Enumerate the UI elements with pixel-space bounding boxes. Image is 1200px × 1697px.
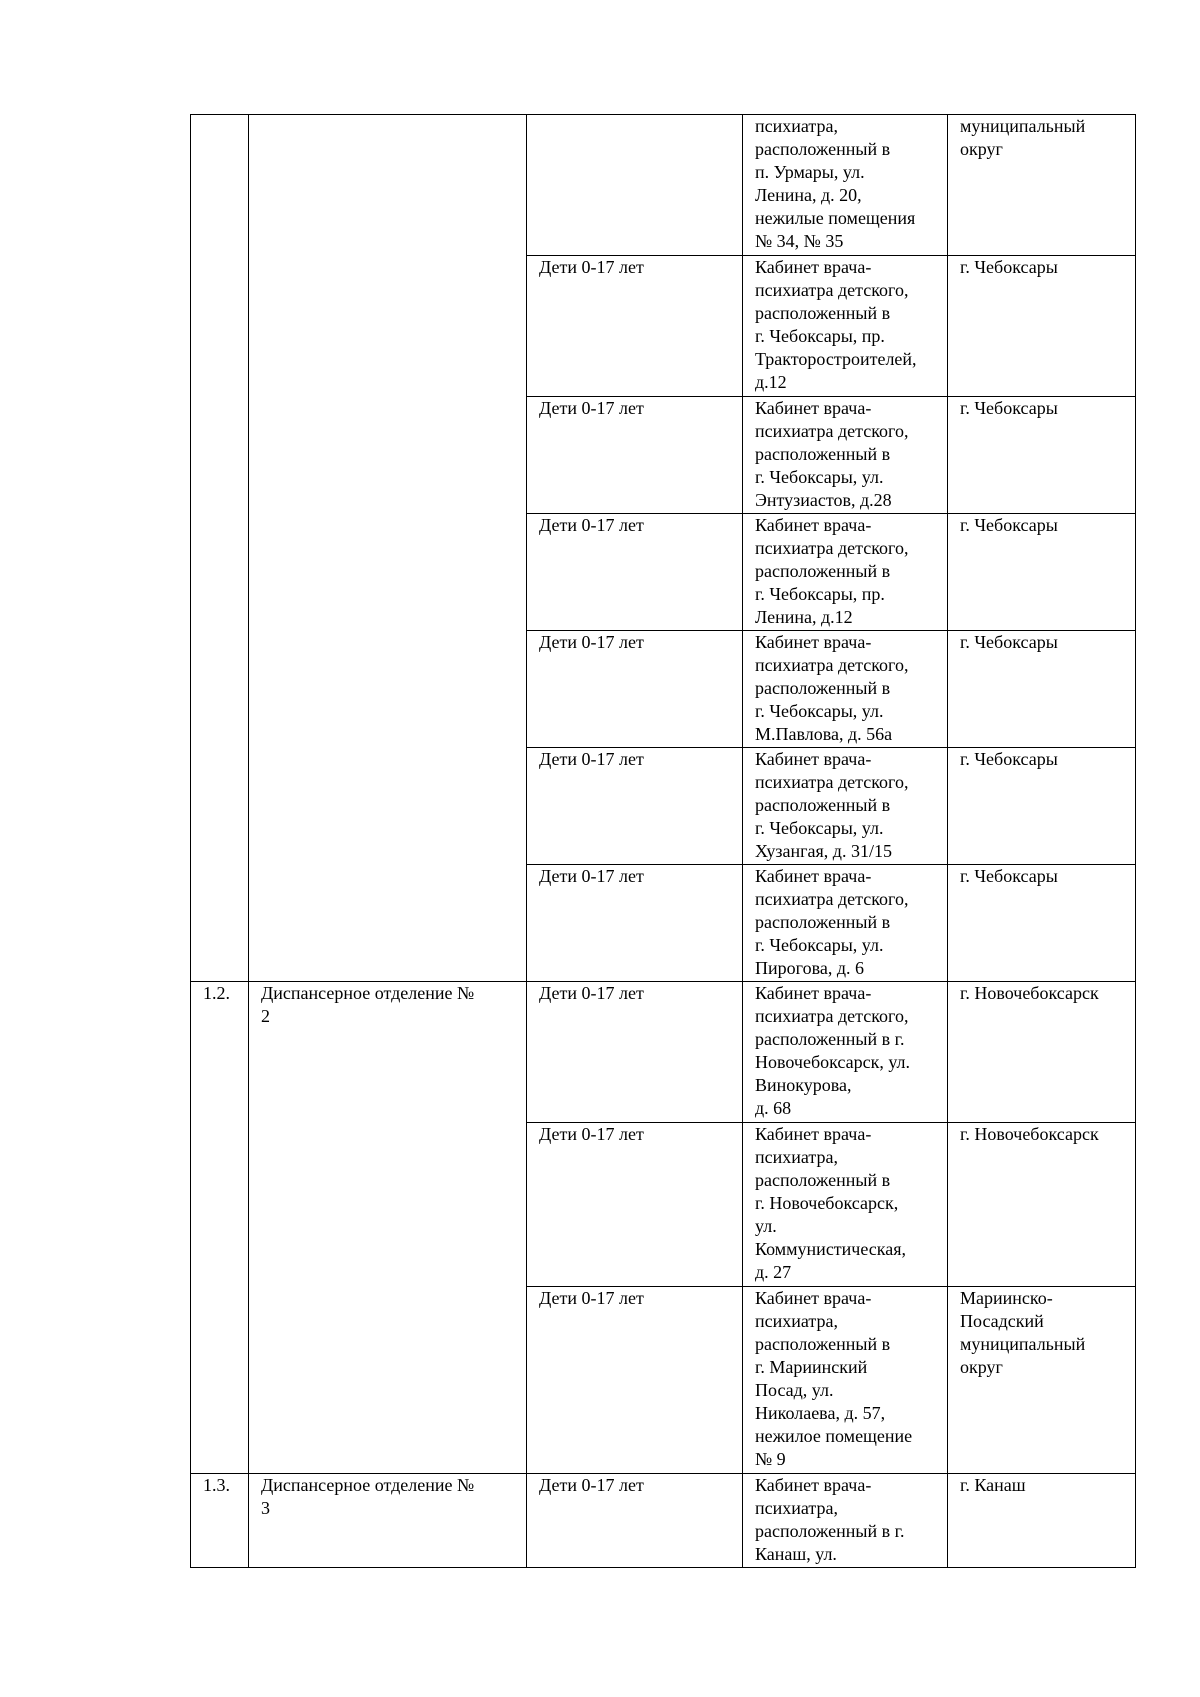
department-cell: [249, 115, 527, 982]
facilities-table: [190, 114, 1136, 1568]
age-group-cell: Дети 0-17 лет: [527, 514, 743, 631]
age-group-cell: [527, 115, 743, 256]
row-number-cell: 1.2.: [191, 982, 249, 1474]
cabinet-cell: Кабинет врача- психиатра детского, расположенный в г. Чебоксары, пр. Ленина, д.12: [743, 514, 948, 631]
cabinet-cell: Кабинет врача- психиатра, расположенный в г. Канаш, ул.: [743, 1474, 948, 1568]
cabinet-cell: Кабинет врача- психиатра детского, расположенный в г. Чебоксары, пр. Тракторостроителей, д.12: [743, 256, 948, 397]
age-group-cell: Дети 0-17 лет: [527, 1474, 743, 1568]
age-group-cell: Дети 0-17 лет: [527, 256, 743, 397]
locality-cell: г. Чебоксары: [948, 748, 1136, 865]
cabinet-cell: Кабинет врача- психиатра детского, расположенный в г. Чебоксары, ул. Энтузиастов, д.28: [743, 397, 948, 514]
row-number-cell: 1.3.: [191, 1474, 249, 1568]
locality-cell: г. Новочебоксарск: [948, 982, 1136, 1123]
cabinet-cell: психиатра, расположенный в п. Урмары, ул. Ленина, д. 20, нежилые помещения № 34, № 35: [743, 115, 948, 256]
age-group-cell: Дети 0-17 лет: [527, 865, 743, 982]
table-row: [191, 982, 1136, 1123]
cabinet-cell: Кабинет врача- психиатра, расположенный в г. Мариинский Посад, ул. Николаева, д. 57, нежилое помещение № 9: [743, 1287, 948, 1474]
table-row: [191, 1474, 1136, 1568]
age-group-cell: Дети 0-17 лет: [527, 1123, 743, 1287]
department-cell: Диспансерное отделение № 2: [249, 982, 527, 1474]
age-group-cell: Дети 0-17 лет: [527, 397, 743, 514]
locality-cell: г. Чебоксары: [948, 514, 1136, 631]
locality-cell: г. Чебоксары: [948, 631, 1136, 748]
locality-cell: г. Новочебоксарск: [948, 1123, 1136, 1287]
cabinet-cell: Кабинет врача- психиатра детского, расположенный в г. Новочебоксарск, ул. Винокурова, д. 68: [743, 982, 948, 1123]
cabinet-cell: Кабинет врача- психиатра детского, расположенный в г. Чебоксары, ул. Пирогова, д. 6: [743, 865, 948, 982]
locality-cell: г. Чебоксары: [948, 256, 1136, 397]
locality-cell: Мариинско- Посадский муниципальный округ: [948, 1287, 1136, 1474]
age-group-cell: Дети 0-17 лет: [527, 748, 743, 865]
department-cell: Диспансерное отделение № 3: [249, 1474, 527, 1568]
cabinet-cell: Кабинет врача- психиатра, расположенный в г. Новочебоксарск, ул. Коммунистическая, д. 27: [743, 1123, 948, 1287]
locality-cell: муниципальный округ: [948, 115, 1136, 256]
age-group-cell: Дети 0-17 лет: [527, 1287, 743, 1474]
locality-cell: г. Чебоксары: [948, 397, 1136, 514]
table-row: [191, 115, 1136, 256]
locality-cell: г. Канаш: [948, 1474, 1136, 1568]
age-group-cell: Дети 0-17 лет: [527, 982, 743, 1123]
row-number-cell: [191, 115, 249, 982]
locality-cell: г. Чебоксары: [948, 865, 1136, 982]
age-group-cell: Дети 0-17 лет: [527, 631, 743, 748]
cabinet-cell: Кабинет врача- психиатра детского, расположенный в г. Чебоксары, ул. Хузангая, д. 31/15: [743, 748, 948, 865]
cabinet-cell: Кабинет врача- психиатра детского, расположенный в г. Чебоксары, ул. М.Павлова, д. 56а: [743, 631, 948, 748]
